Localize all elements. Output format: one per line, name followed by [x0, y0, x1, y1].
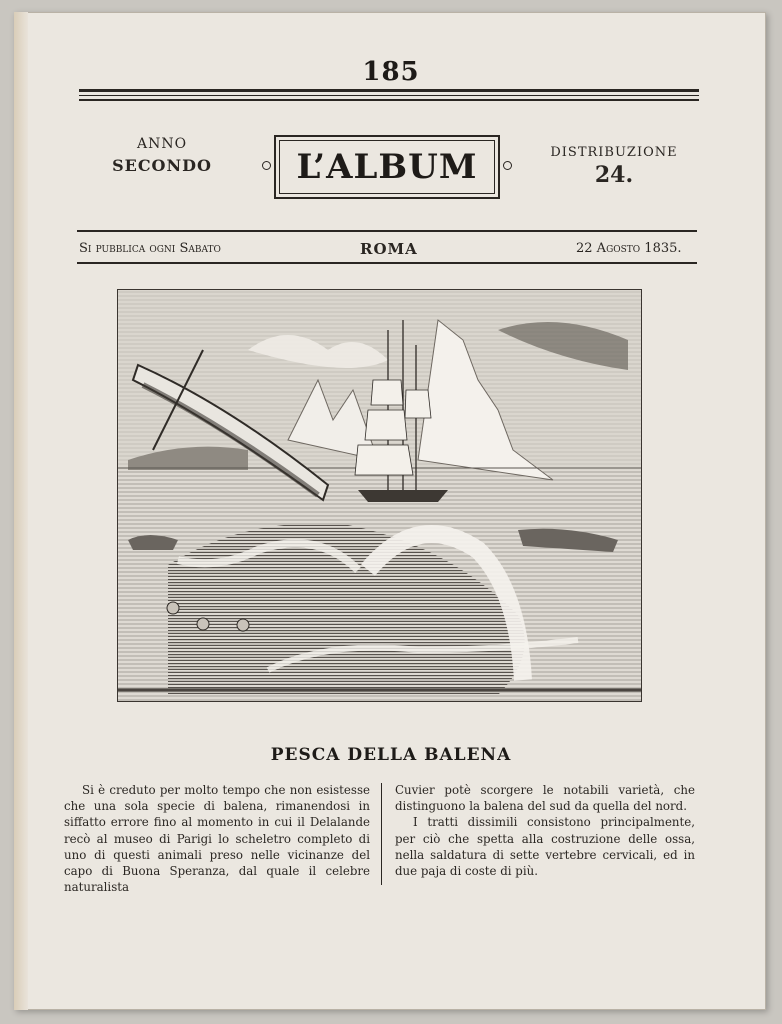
masthead-title: L’ALBUM [296, 147, 478, 187]
article-column-right [395, 782, 695, 879]
distribution-label-line1: DISTRIBUZIONE [550, 145, 678, 160]
year-label-line1: ANNO [136, 136, 188, 152]
distribution-number: 24. [594, 162, 634, 188]
place-of-publication: ROMA [360, 240, 418, 258]
year-label [96, 136, 228, 175]
article-paragraph-1: Si è creduto per molto tempo che non esistesse che una sola specie di balena, rimanendosi in siffatto errore fino al momento in cui il Delalande recò al museo di Parigi lo scheletro completo di uno di questi animali preso nelle vicinanze del capo di Buona Speranza, dal quale il celebre naturalista [64, 783, 370, 895]
publication-schedule: Si pubblica ogni Sabato [79, 241, 221, 256]
top-rule-thin-2 [79, 99, 699, 101]
top-rule-thin [79, 95, 699, 96]
masthead-title-box [274, 135, 500, 199]
top-rule-thick [79, 89, 699, 92]
issue-date: 22 Agosto 1835. [576, 241, 682, 256]
article-column-left [64, 782, 370, 895]
distribution-label [548, 145, 680, 188]
sub-rule-top [77, 230, 697, 232]
ornament-dot-right [503, 161, 512, 170]
ornament-dot-left [262, 161, 271, 170]
article-title: PESCA DELLA BALENA [270, 745, 512, 765]
whaling-engraving [117, 289, 642, 702]
column-divider [381, 783, 382, 885]
sub-rule-bottom [77, 262, 697, 264]
issue-number: 185 [362, 57, 420, 87]
article-paragraph-3: I tratti dissimili consistono principalmente, per ciò che spetta alla costruzione delle ossa, nella saldatura di sette vertebre cervicali, ed in due paja di coste di più. [395, 815, 695, 879]
article-paragraph-2: Cuvier potè scorgere le notabili varietà, che distinguono la balena del sud da quella del nord. [395, 783, 695, 814]
year-label-line2: SECONDO [112, 156, 212, 175]
